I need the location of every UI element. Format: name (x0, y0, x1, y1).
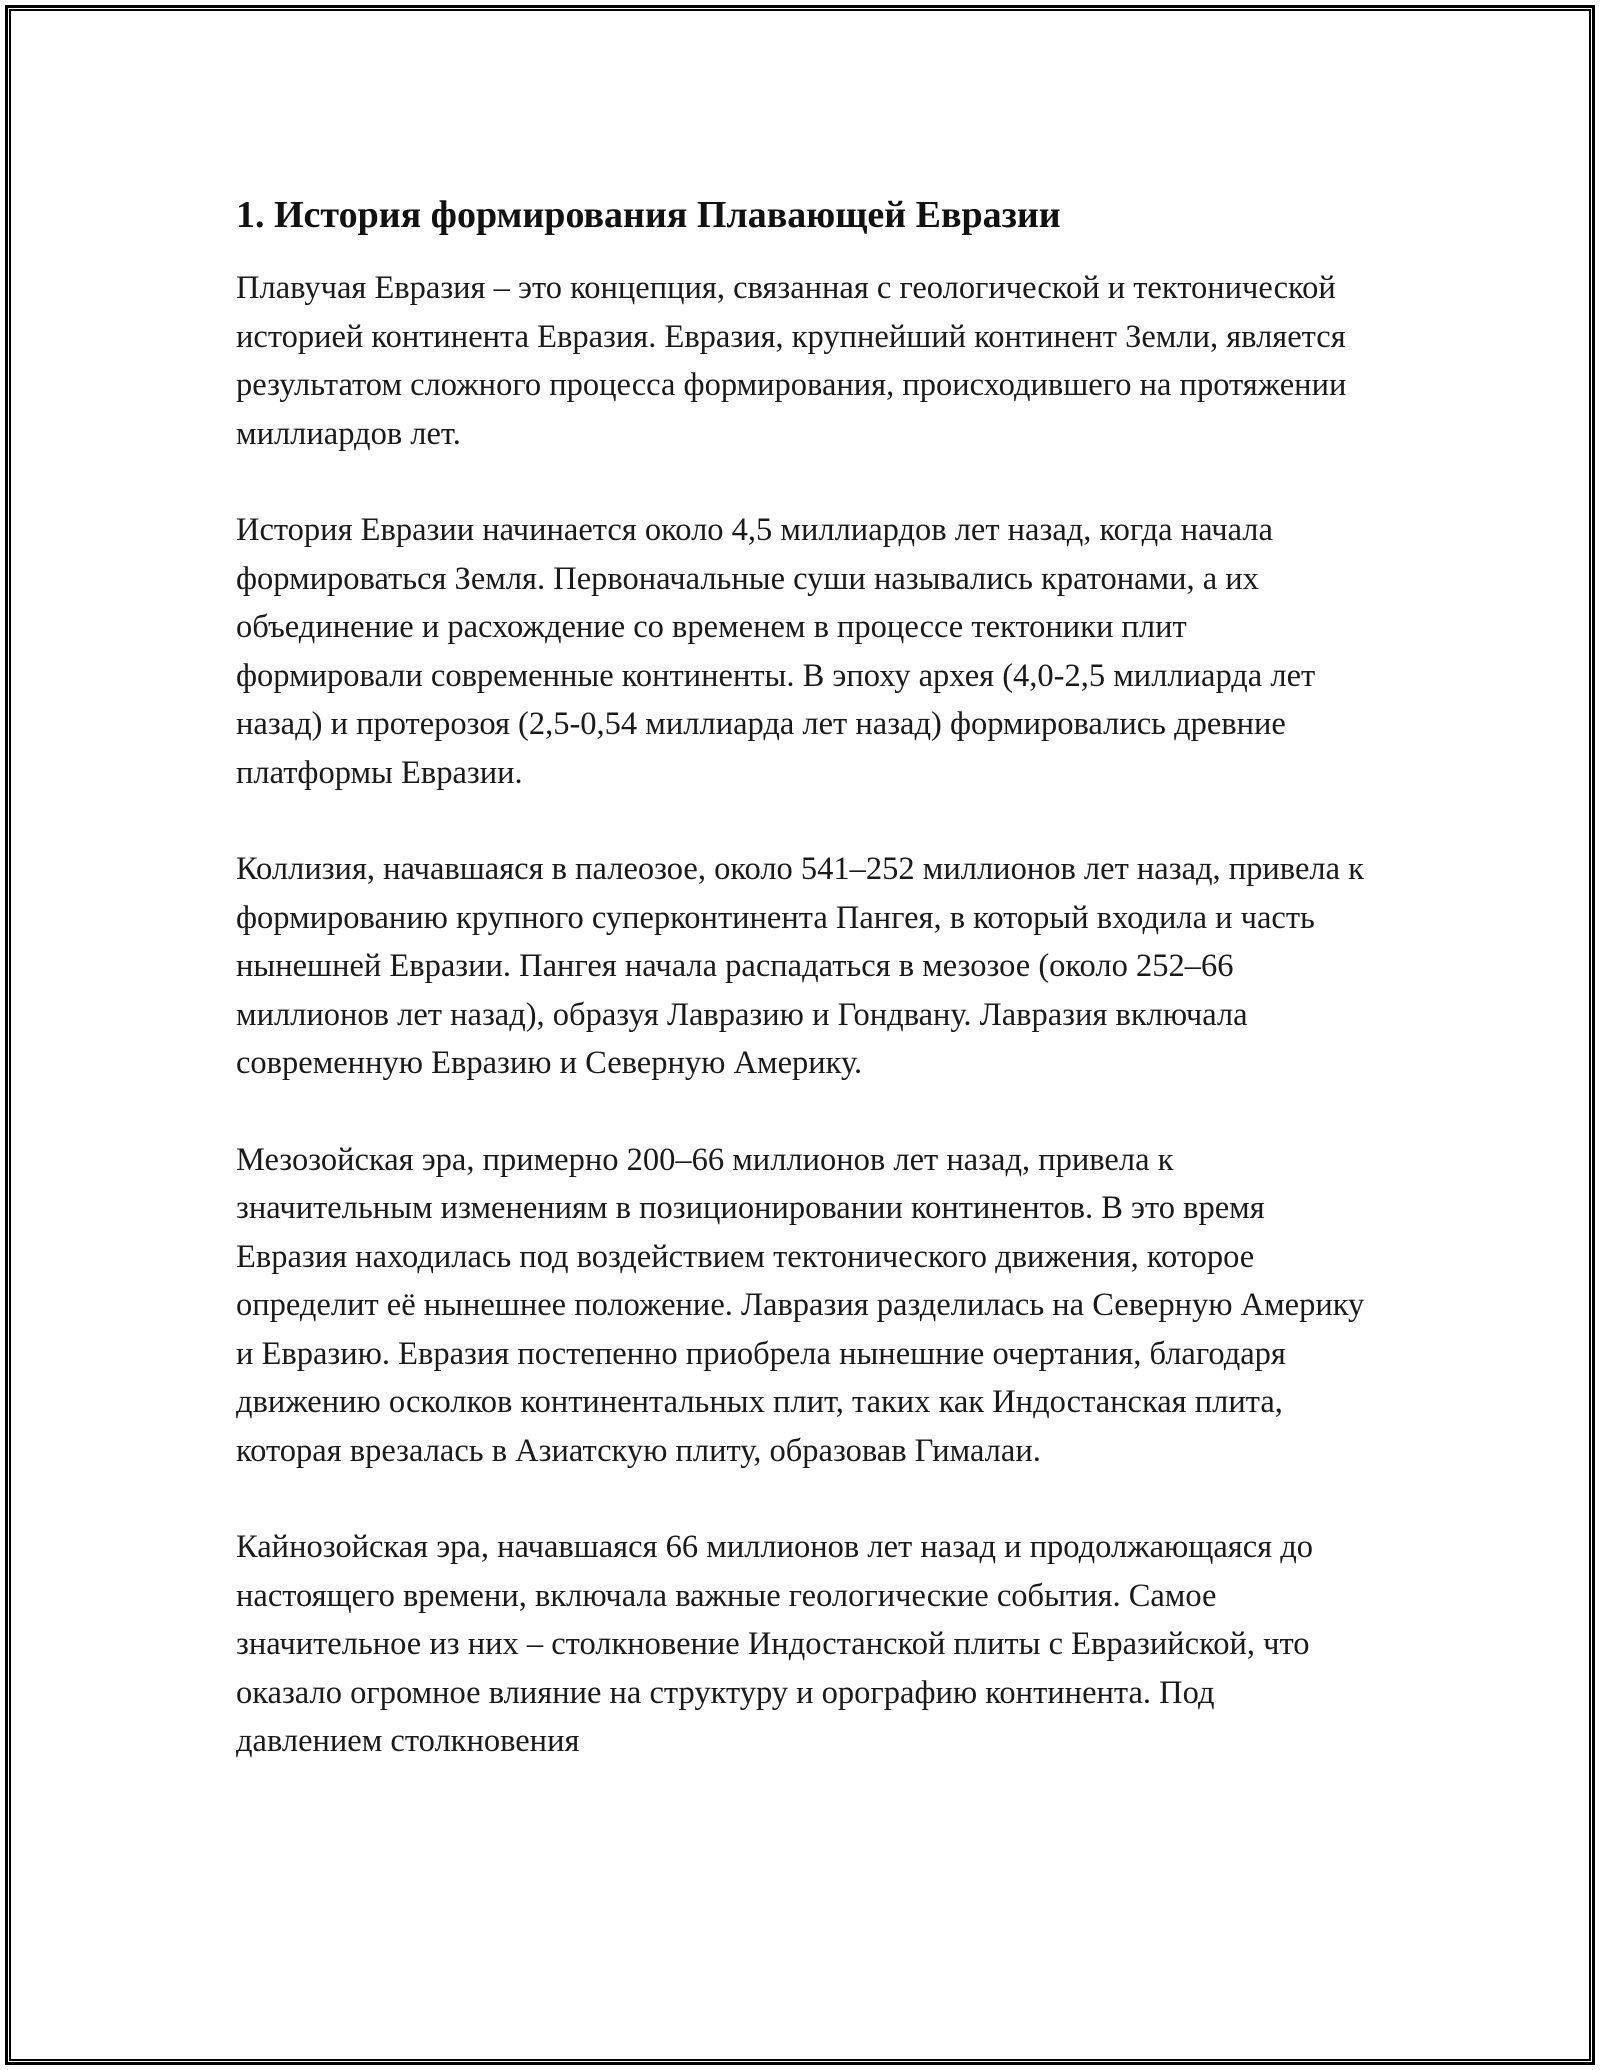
paragraph-5: Кайнозойская эра, начавшаяся 66 миллионов лет назад и продолжающаяся до настоящего времени, включала важные геологические события. Самое значительное из них – столкновение Индостанской плиты с Евразийской, что оказало огромное влияние на структуру и орографию континента. Под давлением столкновения (236, 1529, 1314, 1759)
paragraph-2: История Евразии начинается около 4,5 миллиардов лет назад, когда начала формироваться Земля. Первоначальные суши назывались кратонами, а их объединение и расхождение со временем в процессе тектоники плит формировали современные континенты. В эпоху архея (4,0-2,5 миллиарда лет назад) и протерозоя (2,5-0,54 миллиарда лет назад) формировались древние платформы Евразии. (236, 512, 1316, 791)
section-heading: 1. История формирования Плавающей Евразии (236, 194, 1061, 236)
paragraph-1: Плавучая Евразия – это концепция, связанная с геологической и тектонической историей континента Евразия. Евразия, крупнейший континент Земли, является результатом сложного процесса формирования, происходившего на протяжении миллиардов лет. (236, 270, 1347, 452)
paragraph-3: Коллизия, начавшаяся в палеозое, около 541–252 миллионов лет назад, привела к формированию крупного суперконтинента Пангея, в который входила и часть нынешней Евразии. Пангея начала распадаться в мезозое (около 252–66 миллионов лет назад), образуя Лавразию и Гондвану. Лавразия включала современную Евразию и Северную Америку. (236, 851, 1364, 1081)
document-body (236, 186, 1366, 1814)
paragraph-4: Мезозойская эра, примерно 200–66 миллионов лет назад, привела к значительным изменениям в позиционировании континентов. В это время Евразия находилась под воздействием тектонического движения, которое определит её нынешнее положение. Лавразия разделилась на Северную Америку и Евразию. Евразия постепенно приобрела нынешние очертания, благодаря движению осколков континентальных плит, таких как Индостанская плита, которая врезалась в Азиатскую плиту, образовав Гималаи. (236, 1141, 1365, 1469)
